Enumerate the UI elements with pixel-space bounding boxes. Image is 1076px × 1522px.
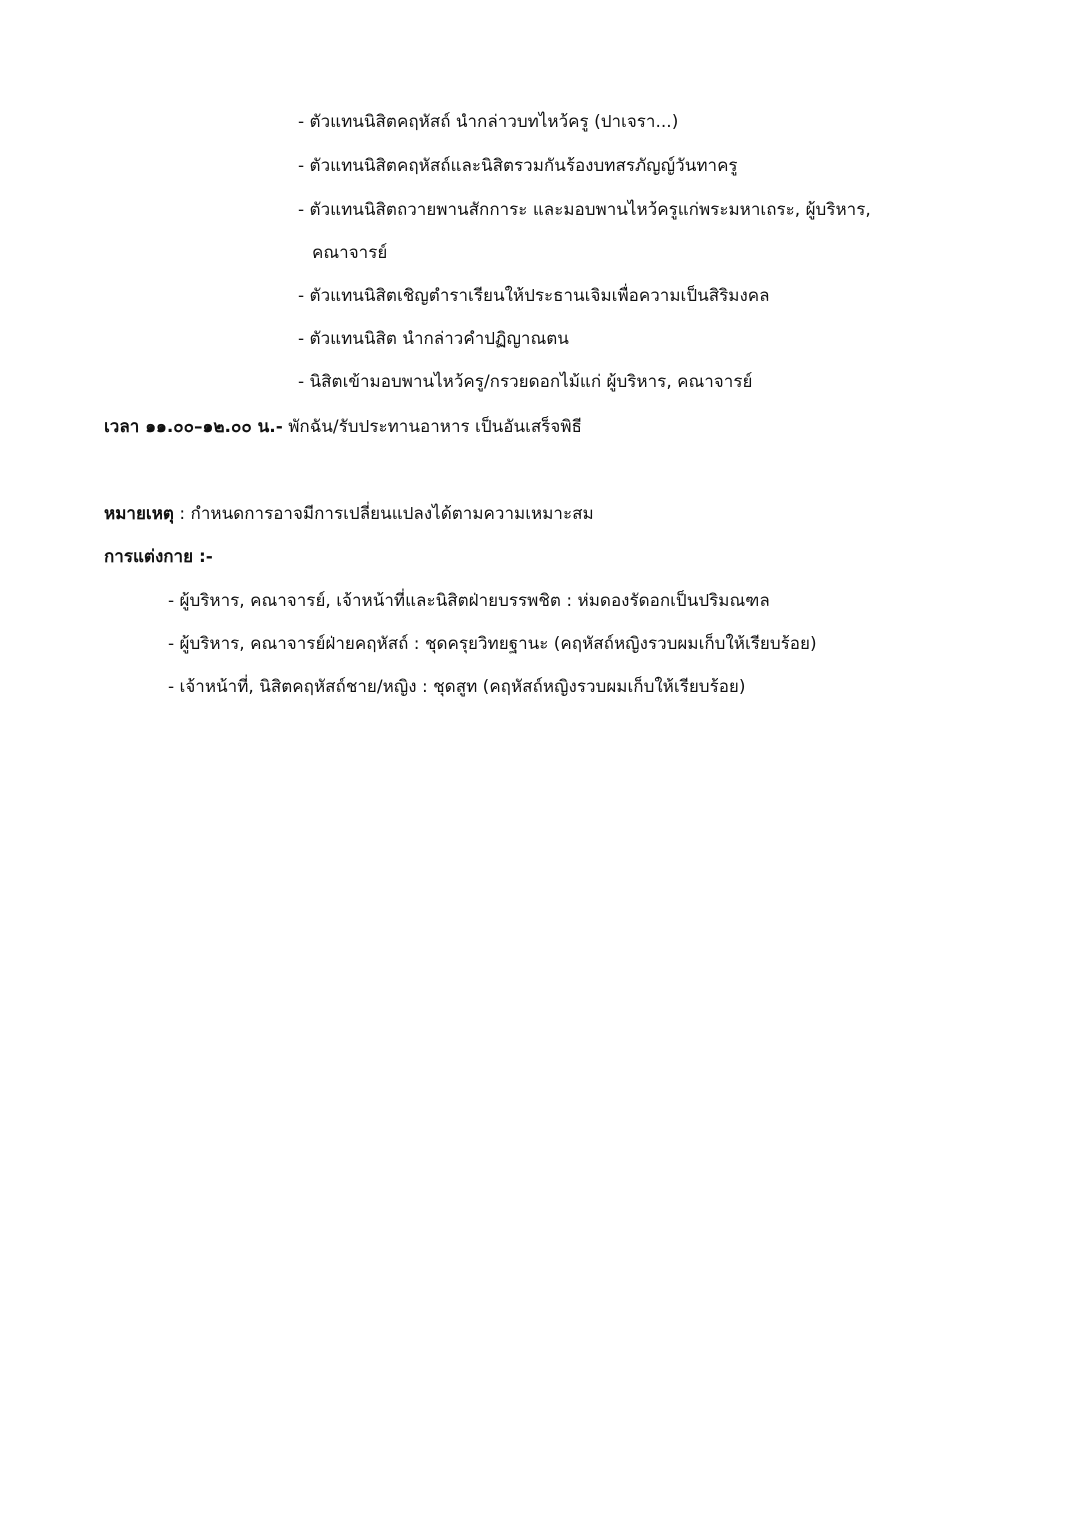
schedule-time-row bbox=[104, 415, 582, 439]
program-item: - ตัวแทนนิสิต นำกล่าวคำปฏิญาณตน bbox=[298, 329, 569, 349]
dress-item: - ผู้บริหาร, คณาจารย์ฝ่ายคฤหัสถ์ : ชุดครุยวิทยฐานะ (คฤหัสถ์หญิงรวบผมเก็บให้เรียบร้อย) bbox=[168, 634, 817, 654]
note-label: หมายเหตุ bbox=[104, 504, 174, 524]
note-row bbox=[104, 502, 594, 526]
dress-heading: การแต่งกาย :- bbox=[104, 547, 213, 567]
program-item: - ตัวแทนนิสิตคฤหัสถ์และนิสิตรวมกันร้องบทสรภัญญ์วันทาครู bbox=[298, 156, 738, 176]
program-item: - ตัวแทนนิสิตคฤหัสถ์ นำกล่าวบทไหว้ครู (ปาเจรา...) bbox=[298, 112, 679, 132]
program-item: - นิสิตเข้ามอบพานไหว้ครู/กรวยดอกไม้แก่ ผู้บริหาร, คณาจารย์ bbox=[298, 372, 753, 392]
program-item-continuation: คณาจารย์ bbox=[312, 243, 388, 263]
program-item: - ตัวแทนนิสิตถวายพานสักการะ และมอบพานไหว้ครูแก่พระมหาเถระ, ผู้บริหาร, bbox=[298, 200, 871, 220]
schedule-time-label: เวลา ๑๑.๐๐–๑๒.๐๐ น.- bbox=[104, 417, 283, 437]
note-text: : กำหนดการอาจมีการเปลี่ยนแปลงได้ตามความเหมาะสม bbox=[173, 504, 594, 524]
program-item: - ตัวแทนนิสิตเชิญตำราเรียนให้ประธานเจิมเพื่อความเป็นสิริมงคล bbox=[298, 286, 770, 306]
dress-item: - ผู้บริหาร, คณาจารย์, เจ้าหน้าที่และนิสิตฝ่ายบรรพชิต : ห่มดองรัดอกเป็นปริมณฑล bbox=[168, 591, 770, 611]
dress-item: - เจ้าหน้าที่, นิสิตคฤหัสถ์ชาย/หญิง : ชุดสูท (คฤหัสถ์หญิงรวบผมเก็บให้เรียบร้อย) bbox=[168, 677, 746, 697]
schedule-time-text: พักฉัน/รับประทานอาหาร เป็นอันเสร็จพิธี bbox=[288, 417, 582, 437]
